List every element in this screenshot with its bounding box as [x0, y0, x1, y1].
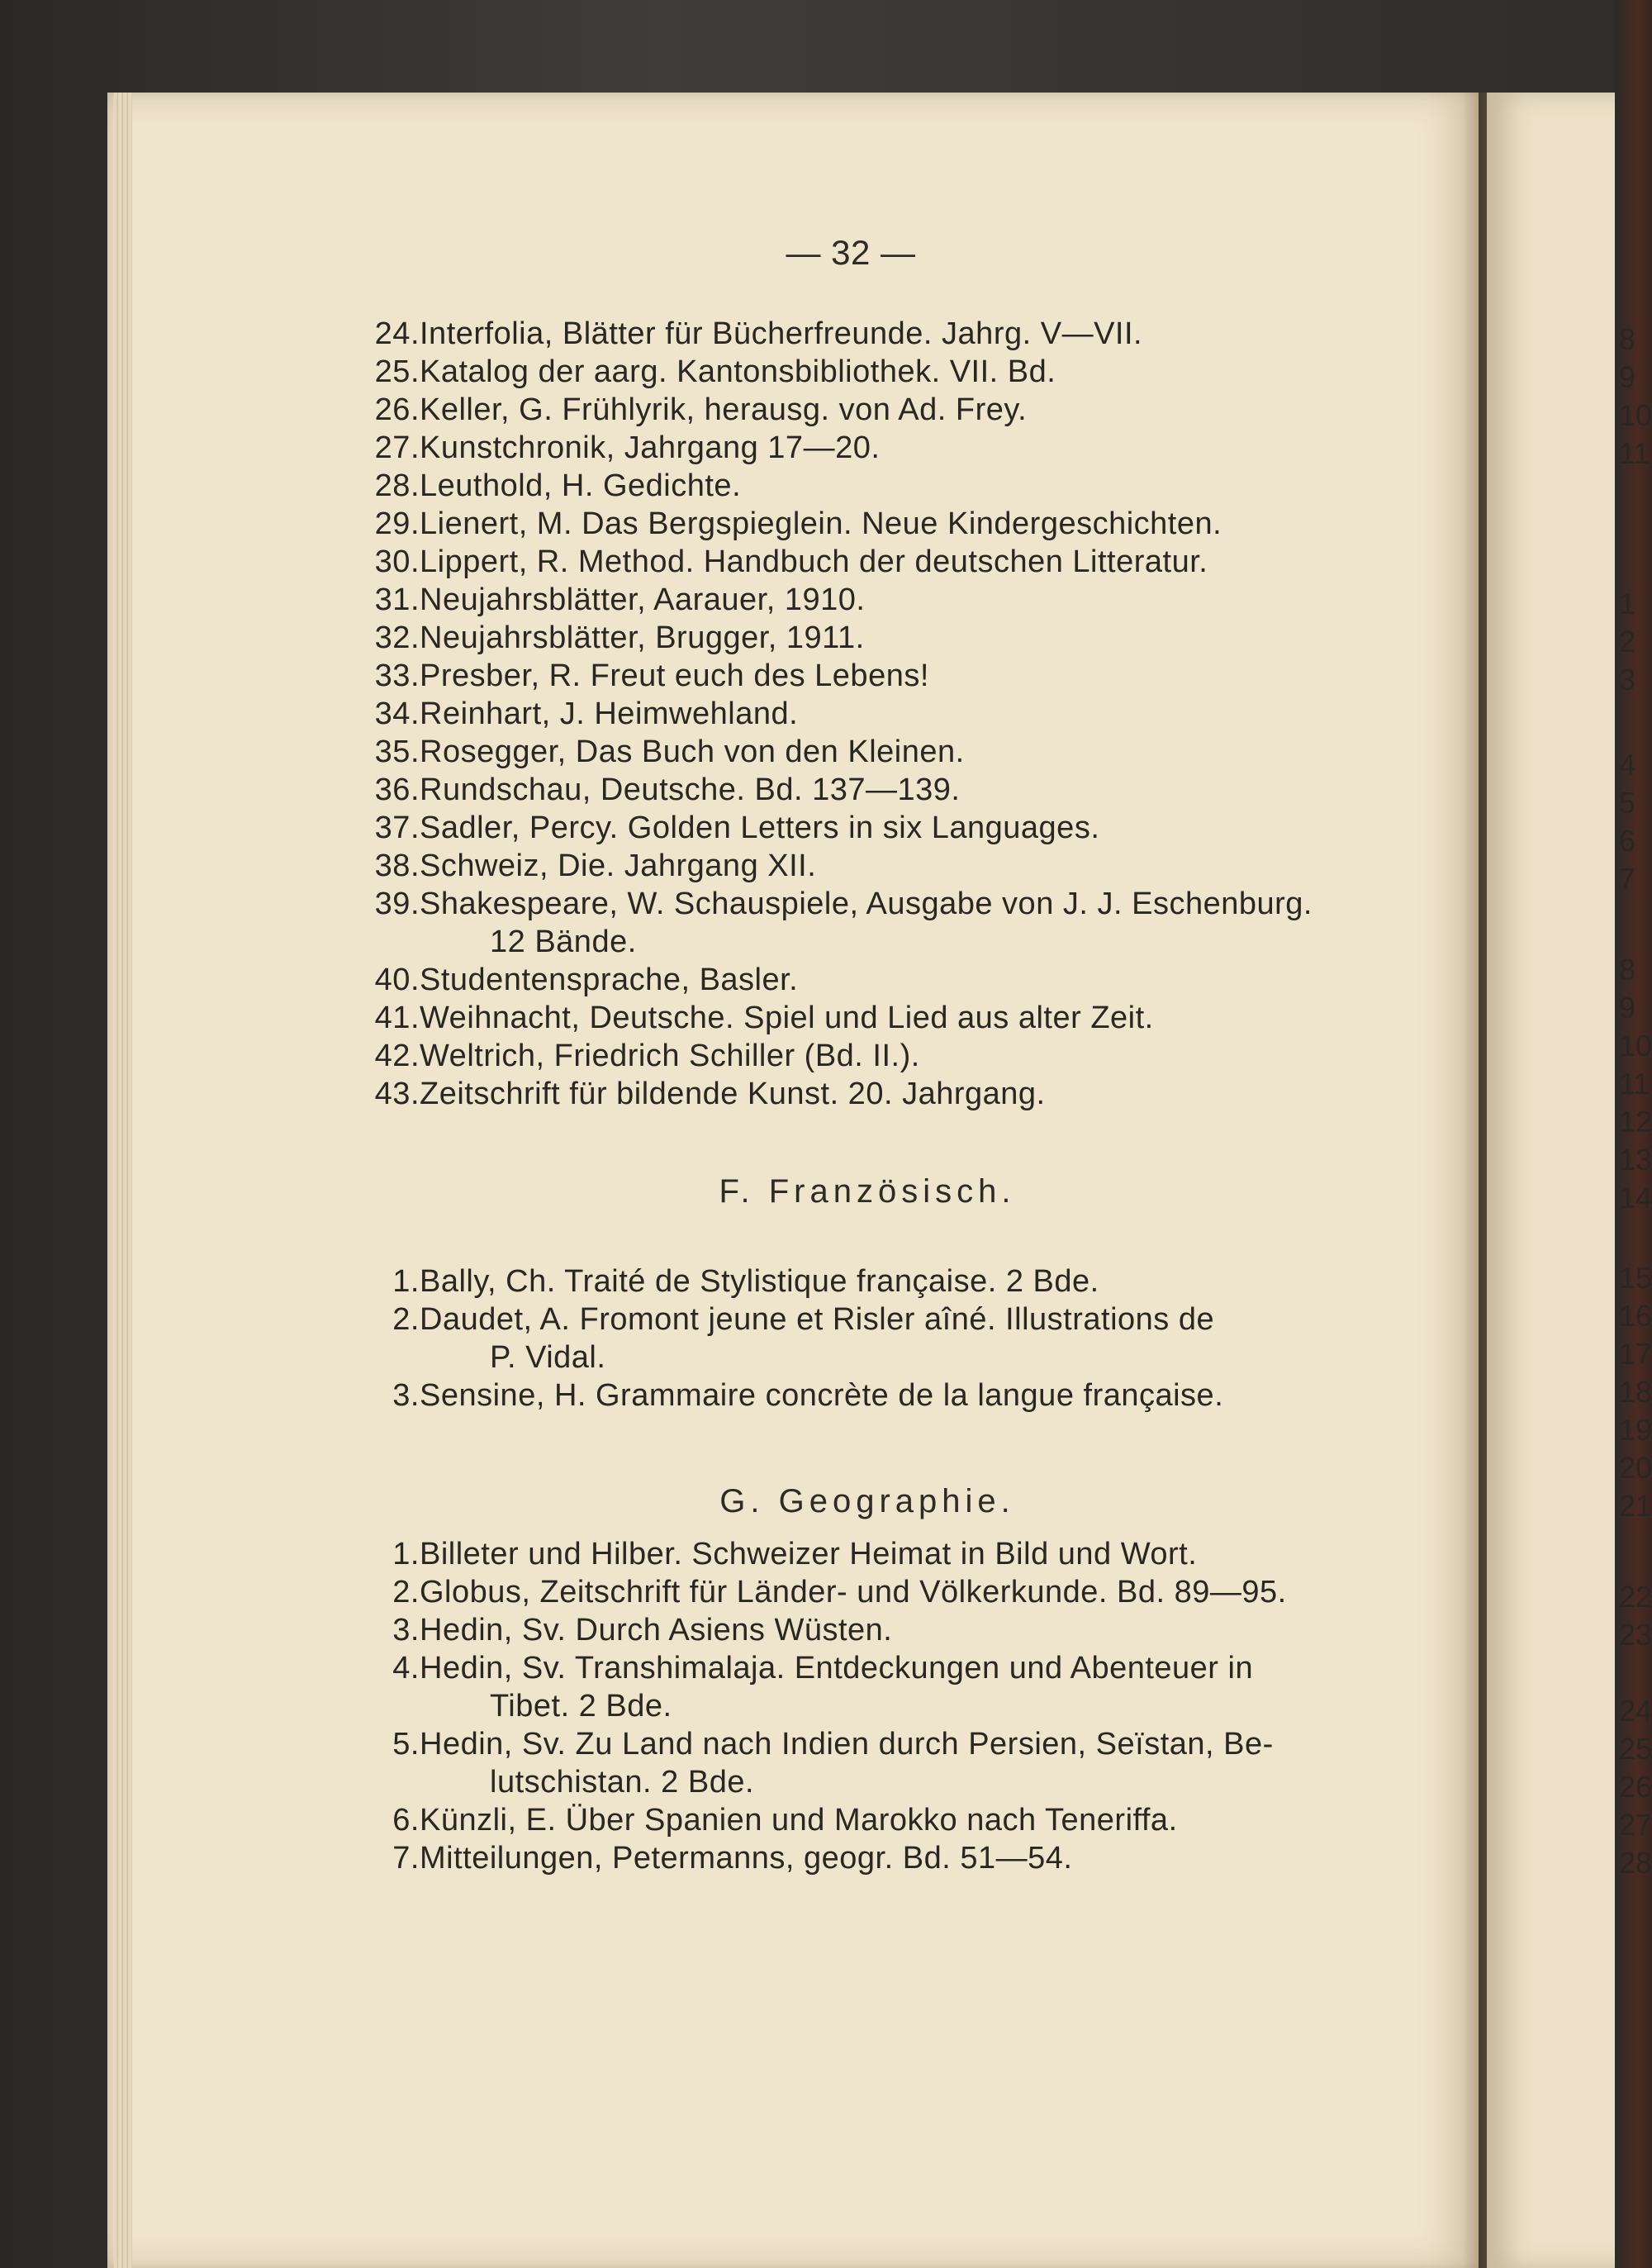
- margin-number: 15: [1619, 1261, 1652, 1295]
- margin-number: 4: [1619, 748, 1636, 782]
- margin-number: 16: [1619, 1299, 1652, 1333]
- margin-number: 21: [1619, 1489, 1652, 1523]
- margin-number: 7: [1619, 862, 1636, 896]
- item-number: 37.: [374, 811, 420, 845]
- item-number: 29.: [374, 506, 420, 541]
- margin-number: 24: [1619, 1694, 1652, 1728]
- item-text: Weihnacht, Deutsche. Spiel und Lied aus alter Zeit.: [420, 1001, 1154, 1035]
- margin-number: 20: [1619, 1451, 1652, 1485]
- item-text: Bally, Ch. Traité de Stylistique française. 2 Bde.: [420, 1264, 1099, 1299]
- item-number: 2.: [392, 1575, 420, 1609]
- item-number: 31.: [374, 582, 420, 617]
- margin-number: 1: [1619, 587, 1636, 620]
- margin-number: 26: [1619, 1770, 1652, 1804]
- margin-number: 12: [1619, 1105, 1652, 1139]
- item-number: 33.: [374, 659, 420, 693]
- item-number: 25.: [374, 354, 420, 389]
- margin-number: 3: [1619, 663, 1636, 697]
- item-text: Rosegger, Das Buch von den Kleinen.: [420, 735, 965, 769]
- item-number: 38.: [374, 849, 420, 883]
- item-text: Zeitschrift für bildende Kunst. 20. Jahrgang.: [420, 1077, 1046, 1111]
- item-number: 28.: [374, 468, 420, 503]
- item-text: Reinhart, J. Heimwehland.: [420, 697, 799, 731]
- item-number: 6.: [392, 1803, 420, 1838]
- margin-number: 10: [1619, 1029, 1652, 1063]
- item-text: Sensine, H. Grammaire concrète de la langue française.: [420, 1378, 1224, 1413]
- item-number: 32.: [374, 620, 420, 655]
- margin-number: 11: [1619, 1067, 1650, 1101]
- item-text: Studentensprache, Basler.: [420, 963, 799, 997]
- item-number: 40.: [374, 963, 420, 997]
- item-number: 1.: [392, 1537, 420, 1571]
- item-number: 5.: [392, 1727, 420, 1762]
- item-text: Interfolia, Blätter für Bücherfreunde. Jahrg. V—VII.: [420, 316, 1143, 351]
- margin-number: 9: [1619, 991, 1636, 1025]
- item-number: 3.: [392, 1613, 420, 1648]
- margin-number: 2: [1619, 625, 1636, 659]
- item-text: Hedin, Sv. Durch Asiens Wüsten.: [420, 1613, 893, 1648]
- item-text: Hedin, Sv. Transhimalaja. Entdeckungen und Abenteuer in: [420, 1651, 1254, 1686]
- item-text: Künzli, E. Über Spanien und Marokko nach Teneriffa.: [420, 1803, 1178, 1838]
- item-number: 26.: [374, 392, 420, 427]
- margin-number: 19: [1619, 1413, 1652, 1447]
- item-number: 39.: [374, 887, 420, 921]
- margin-number: 28: [1619, 1846, 1652, 1880]
- item-text: Rundschau, Deutsche. Bd. 137—139.: [420, 773, 961, 807]
- margin-number: 23: [1619, 1618, 1652, 1652]
- margin-number: 9: [1619, 360, 1636, 394]
- item-text: Weltrich, Friedrich Schiller (Bd. II.).: [420, 1039, 920, 1073]
- item-text: Daudet, A. Fromont jeune et Risler aîné. Illustrations de: [420, 1302, 1215, 1337]
- item-text: Keller, G. Frühlyrik, herausg. von Ad. Frey.: [420, 392, 1028, 427]
- margin-number: 10: [1619, 398, 1652, 432]
- item-number: 35.: [374, 735, 420, 769]
- item-text: Kunstchronik, Jahrgang 17—20.: [420, 430, 881, 465]
- margin-number: 14: [1619, 1181, 1652, 1215]
- margin-number: 17: [1619, 1337, 1652, 1371]
- item-number: 36.: [374, 773, 420, 807]
- section-heading-franzoesisch: F. Französisch.: [719, 1173, 1016, 1210]
- item-number: 41.: [374, 1001, 420, 1035]
- item-text: Lippert, R. Method. Handbuch der deutschen Litteratur.: [420, 544, 1208, 579]
- section-heading-geographie: G. Geographie.: [719, 1483, 1015, 1519]
- item-number: 30.: [374, 544, 420, 579]
- page-number: — 32 —: [786, 233, 916, 272]
- item-text: Neujahrsblätter, Aarauer, 1910.: [420, 582, 866, 617]
- margin-number: 6: [1619, 824, 1636, 858]
- item-text: Neujahrsblätter, Brugger, 1911.: [420, 620, 865, 655]
- item-number: 42.: [374, 1039, 420, 1073]
- margin-number: 5: [1619, 786, 1636, 820]
- margin-number: 22: [1619, 1580, 1652, 1614]
- item-text: Globus, Zeitschrift für Länder- und Völkerkunde. Bd. 89—95.: [420, 1575, 1287, 1609]
- item-text: Hedin, Sv. Zu Land nach Indien durch Persien, Seïstan, Be-: [420, 1727, 1274, 1762]
- item-number: 2.: [392, 1302, 420, 1337]
- item-number: 4.: [392, 1651, 420, 1686]
- item-text: Sadler, Percy. Golden Letters in six Languages.: [420, 811, 1100, 845]
- item-number: 27.: [374, 430, 420, 465]
- item-text: Billeter und Hilber. Schweizer Heimat in Bild und Wort.: [420, 1537, 1198, 1571]
- margin-number: 11: [1619, 436, 1650, 470]
- item-number: 34.: [374, 697, 420, 731]
- item-text: Leuthold, H. Gedichte.: [420, 468, 742, 503]
- item-number: 3.: [392, 1378, 420, 1413]
- item-number: 24.: [374, 316, 420, 351]
- item-text: Lienert, M. Das Bergspieglein. Neue Kindergeschichten.: [420, 506, 1222, 541]
- item-number: 1.: [392, 1264, 420, 1299]
- item-text: Shakespeare, W. Schauspiele, Ausgabe von J. J. Eschenburg.: [420, 887, 1313, 921]
- margin-number: 25: [1619, 1732, 1652, 1766]
- margin-number: 8: [1619, 953, 1636, 987]
- margin-number: 18: [1619, 1375, 1652, 1409]
- margin-number: 8: [1619, 322, 1636, 356]
- margin-number: 13: [1619, 1143, 1652, 1177]
- item-text: Mitteilungen, Petermanns, geogr. Bd. 51—54.: [420, 1841, 1073, 1876]
- margin-number: 27: [1619, 1808, 1652, 1842]
- item-number: 7.: [392, 1841, 420, 1876]
- item-number: 43.: [374, 1077, 420, 1111]
- item-text: Schweiz, Die. Jahrgang XII.: [420, 849, 817, 883]
- item-text: Presber, R. Freut euch des Lebens!: [420, 659, 929, 693]
- item-text: Katalog der aarg. Kantonsbibliothek. VII. Bd.: [420, 354, 1056, 389]
